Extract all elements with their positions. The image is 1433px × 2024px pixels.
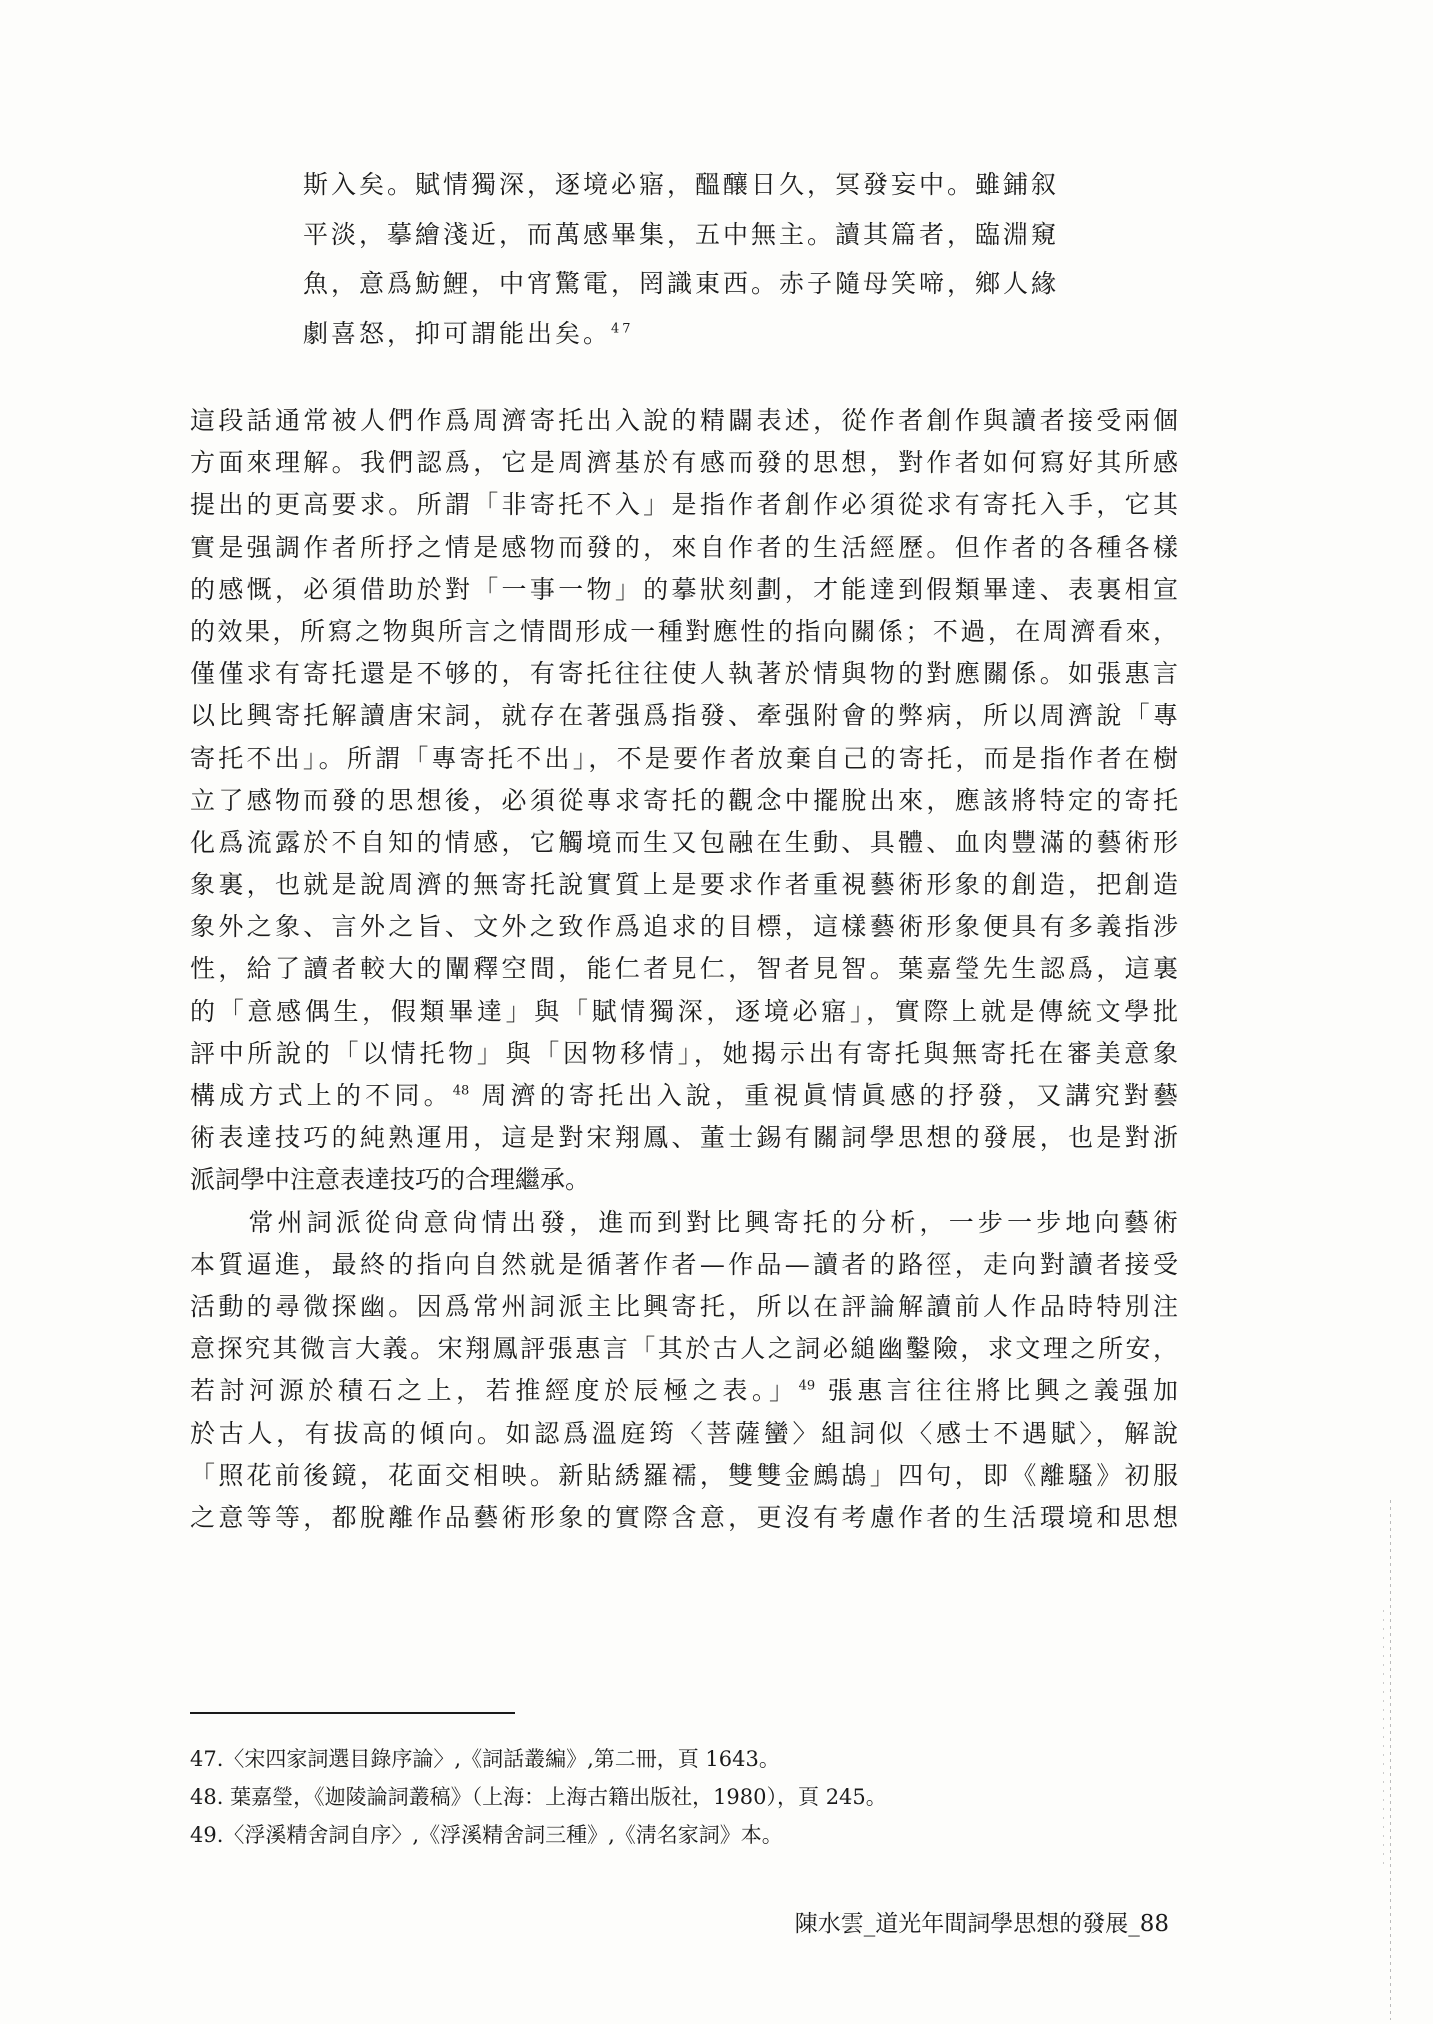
body-line: 的感慨，必須借助於對「一事一物」的摹狀刻劃，才能達到假類畢達、表裏相宣: [190, 574, 1178, 604]
footnote-ref-47[interactable]: 47: [611, 321, 634, 337]
quote-line: 平淡，摹繪淺近，而萬感畢集，五中無主。讀其篇者，臨淵窺: [303, 219, 1060, 249]
body-line: [190, 1370, 1178, 1412]
footnote-47: 47.〈宋四家詞選目錄序論〉,《詞話叢編》,第二冊，頁 1643。: [190, 1747, 780, 1771]
body-line-text: 張惠言往往將比興之義强加: [827, 1376, 1178, 1406]
body-line: 之意等等，都脫離作品藝術形象的實際含意，更沒有考慮作者的生活環境和思想: [190, 1502, 1178, 1532]
footnotes: [190, 1740, 1178, 1854]
footnote-separator: [190, 1712, 515, 1714]
body-line: 方面來理解。我們認爲，它是周濟基於有感而發的思想，對作者如何寫好其所感: [190, 448, 1178, 478]
body-line: 僅僅求有寄托還是不够的，有寄托往往使人執著於情與物的對應關係。如張惠言: [190, 659, 1178, 689]
page-footer: 陳水雲_道光年間詞學思想的發展_88: [794, 1911, 1169, 1937]
body-line: 象裏，也就是說周濟的無寄托說實質上是要求作者重視藝術形象的創造，把創造: [190, 870, 1178, 900]
body-line: 派詞學中注意表達技巧的合理繼承。: [190, 1165, 591, 1195]
body-line: [190, 1075, 1178, 1117]
body-line: 本質逼進，最終的指向自然就是循著作者—作品—讀者的路徑，走向對讀者接受: [190, 1249, 1178, 1279]
quote-line: 斯入矣。賦情獨深，逐境必寤，醞釀日久，冥發妄中。雖鋪叙: [303, 170, 1060, 199]
body-line: 術表達技巧的純熟運用，這是對宋翔鳳、董士錫有關詞學思想的發展，也是對浙: [190, 1123, 1178, 1153]
body-line-text: 構成方式上的不同。: [190, 1081, 453, 1110]
body-line: 的效果，所寫之物與所言之情間形成一種對應性的指向關係；不過，在周濟看來，: [190, 616, 1178, 646]
body-line: 於古人，有拔高的傾向。如認爲溫庭筠〈菩薩蠻〉組詞似〈感士不遇賦〉，解說: [190, 1418, 1178, 1448]
footnote-49: 49.〈浮溪精舍詞自序〉,《浮溪精舍詞三種》,《淸名家詞》本。: [190, 1823, 783, 1847]
footnote-ref-49[interactable]: 49: [798, 1378, 816, 1394]
body-line: 「照花前後鏡，花面交相映。新貼綉羅襦，雙雙金鷓鴣」四句，即《離騷》初服: [190, 1460, 1178, 1490]
scan-edge-mark: [1383, 1610, 1384, 1870]
body-line: 以比興寄托解讀唐宋詞，就存在著强爲指發、牽强附會的弊病，所以周濟說「專: [190, 701, 1178, 731]
body-line: 性，給了讀者較大的闡釋空間，能仁者見仁，智者見智。葉嘉瑩先生認爲，這裏: [190, 954, 1178, 984]
body-paragraphs: [190, 400, 1178, 1539]
body-line: 這段話通常被人們作爲周濟寄托出入說的精闢表述，從作者創作與讀者接受兩個: [190, 406, 1178, 435]
body-line-text: 若討河源於積石之上，若推經度於辰極之表。」: [190, 1376, 799, 1406]
scan-edge-mark: [1390, 1500, 1391, 2020]
quote-line: 魚，意爲魴鯉，中宵驚電，罔識東西。赤子隨母笑啼，鄉人緣: [303, 269, 1060, 298]
body-line: 意探究其微言大義。宋翔鳳評張惠言「其於古人之詞必縋幽鑿險，求文理之所安，: [190, 1334, 1178, 1364]
body-line: 實是强調作者所抒之情是感物而發的，來自作者的生活經歷。但作者的各種各樣: [190, 532, 1178, 562]
body-line: 提出的更高要求。所謂「非寄托不入」是指作者創作必須從求有寄托入手，它其: [190, 490, 1178, 520]
body-line: 評中所說的「以情托物」與「因物移情」，她揭示出有寄托與無寄托在審美意象: [190, 1038, 1178, 1068]
block-quote: [303, 160, 1123, 358]
body-line: 立了感物而發的思想後，必須從專求寄托的觀念中擺脫出來，應該將特定的寄托: [190, 785, 1178, 815]
body-line: 活動的尋微探幽。因爲常州詞派主比興寄托，所以在評論解讀前人作品時特別注: [190, 1291, 1178, 1321]
body-line: 化爲流露於不自知的情感，它觸境而生又包融在生動、具體、血肉豐滿的藝術形: [190, 827, 1178, 857]
footnote-48: 48. 葉嘉瑩，《迦陵論詞叢稿》（上海：上海古籍出版社，1980），頁 245。: [190, 1785, 887, 1809]
quote-line: [303, 309, 1123, 359]
quote-line-text: 劇喜怒，抑可謂能出矣。: [303, 318, 612, 348]
body-line-text: 周濟的寄托出入說，重視眞情眞感的抒發，又講究對藝: [481, 1081, 1178, 1110]
footnote-ref-48[interactable]: 48: [452, 1083, 470, 1099]
body-line: 寄托不出」。所謂「專寄托不出」，不是要作者放棄自己的寄托，而是指作者在樹: [190, 743, 1178, 773]
body-line: 常州詞派從尙意尙情出發，進而到對比興寄托的分析，一步一步地向藝術: [190, 1207, 1178, 1237]
body-line: 的「意感偶生，假類畢達」與「賦情獨深，逐境必寤」，實際上就是傳統文學批: [190, 996, 1178, 1026]
body-line: 象外之象、言外之旨、文外之致作爲追求的目標，這樣藝術形象便具有多義指涉: [190, 912, 1178, 942]
